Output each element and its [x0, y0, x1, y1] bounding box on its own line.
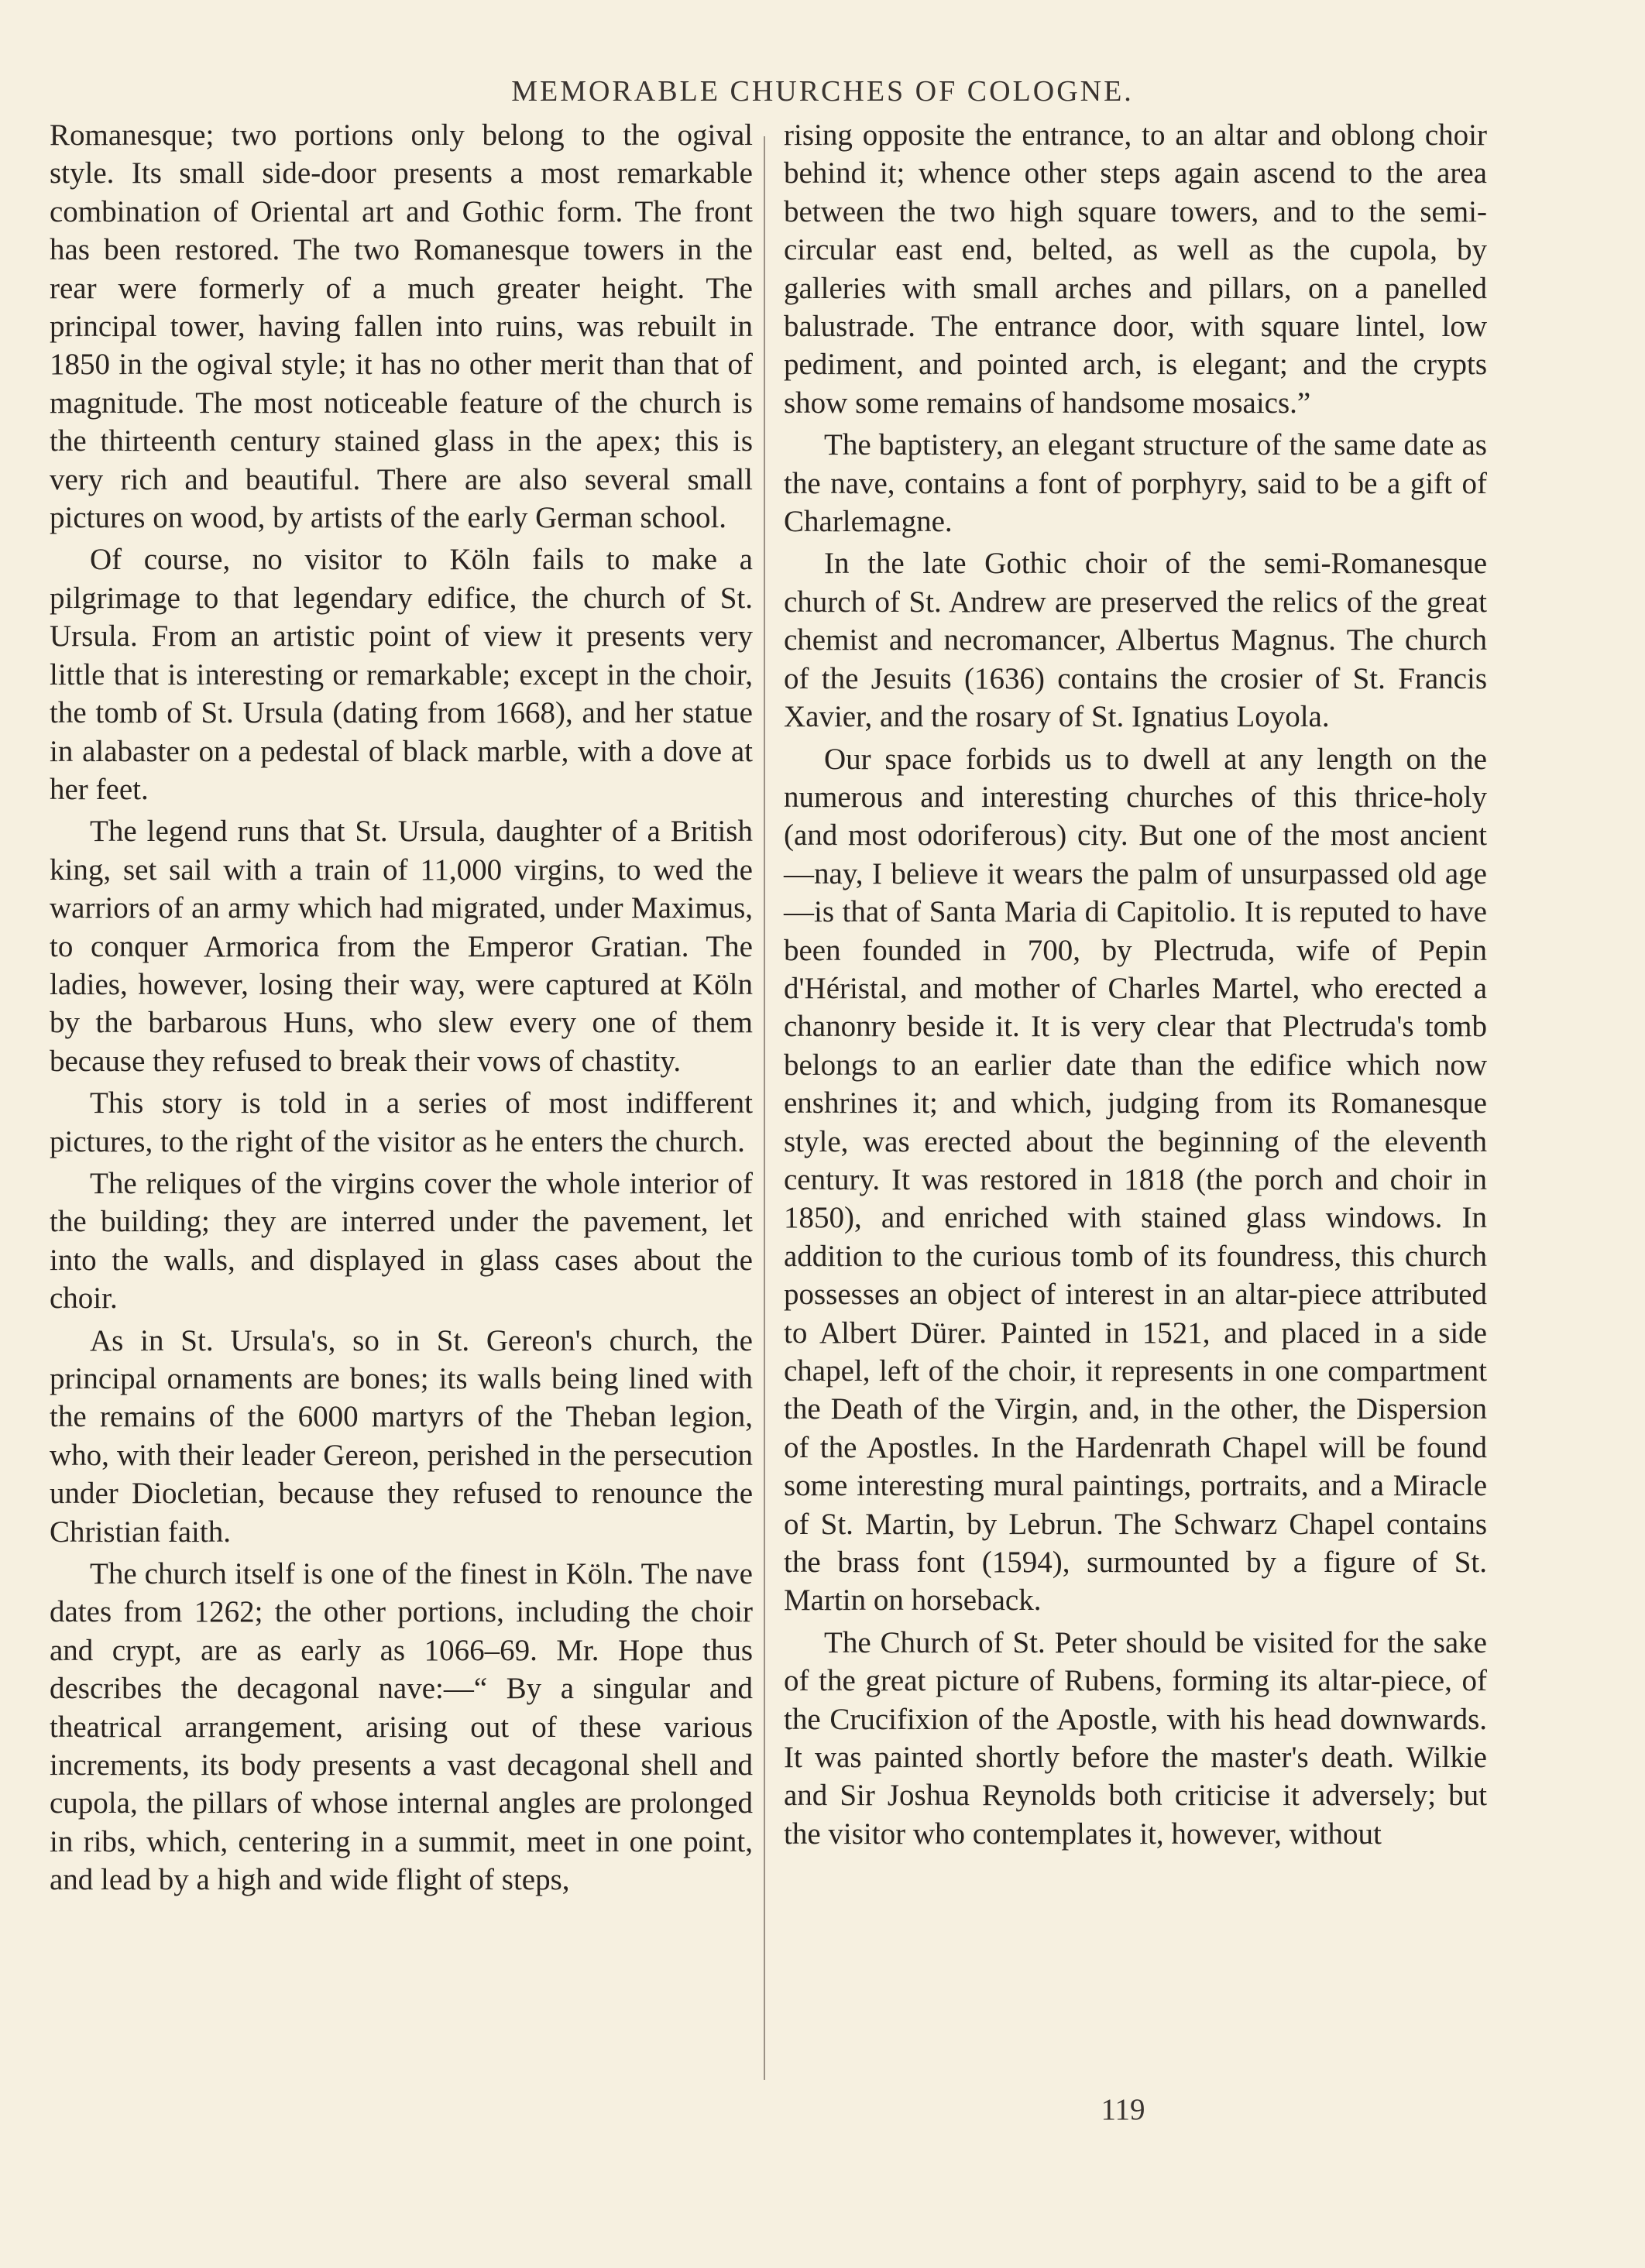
paragraph: As in St. Ursula's, so in St. Gereon's church, the principal ornaments are bones; its walls being lined with the remains of the 6000 martyrs of the Theban legion, who, with their leader Gereon, perished in the persecution under Diocletian, because they refused to renounce the Christian faith.: [50, 1323, 753, 1549]
paragraph: rising opposite the entrance, to an altar and oblong choir behind it; whence other steps again ascend to the area between the two high square towers, and to the semi-circular east end, belted, as well as the cupola, by galleries with small arches and pillars, on a panelled balustrade. The entrance door, with square lintel, low pediment, and pointed arch, is elegant; and the crypts show some remains of handsome mosaics.”: [784, 118, 1487, 420]
left-column: [50, 116, 753, 1899]
page-number: 119: [1101, 2093, 1145, 2126]
running-title: MEMORABLE CHURCHES OF COLOGNE.: [511, 75, 1134, 108]
right-column: [784, 116, 1487, 1853]
paragraph: The reliques of the virgins cover the whole interior of the building; they are interred under the pavement, let into the walls, and displayed in glass cases about the choir.: [50, 1166, 753, 1316]
column-divider: [764, 136, 765, 2080]
paragraph: The church itself is one of the finest in Köln. The nave dates from 1262; the other portions, including the choir and crypt, are as early as 1066–69. Mr. Hope thus describes the decagonal nave:—“ By a singular and theatrical arrangement, arising out of these various increments, its body presents a vast decagonal shell and cupola, the pillars of whose internal angles are prolonged in ribs, which, centering in a summit, meet in one point, and lead by a high and wide flight of steps,: [50, 1557, 753, 1897]
paragraph: The legend runs that St. Ursula, daughter of a British king, set sail with a train of 11,000 virgins, to wed the warriors of an army which had migrated, under Maximus, to conquer Armorica from the Emperor Gratian. The ladies, however, losing their way, were captured at Köln by the barbarous Huns, who slew every one of them because they refused to break their vows of chastity.: [50, 815, 753, 1078]
paragraph: Romanesque; two portions only belong to the ogival style. Its small side-door presents a most remarkable combination of Oriental art and Gothic form. The front has been restored. The two Romanesque towers in the rear were formerly of a much greater height. The principal tower, having fallen into ruins, was rebuilt in 1850 in the ogival style; it has no other merit than that of magnitude. The most noticeable feature of the church is the thirteenth century stained glass in the apex; this is very rich and beautiful. There are also several small pictures on wood, by artists of the early German school.: [50, 118, 753, 535]
paragraph: In the late Gothic choir of the semi-Romanesque church of St. Andrew are preserved the relics of the great chemist and necromancer, Albertus Magnus. The church of the Jesuits (1636) contains the crosier of St. Francis Xavier, and the rosary of St. Ignatius Loyola.: [784, 547, 1487, 734]
paragraph: The Church of St. Peter should be visited for the sake of the great picture of Rubens, forming its altar-piece, of the Crucifixion of the Apostle, with his head downwards. It was painted shortly before the master's death. Wilkie and Sir Joshua Reynolds both criticise it adversely; but the visitor who contemplates it, however, without: [784, 1625, 1487, 1851]
paragraph: Our space forbids us to dwell at any length on the numerous and interesting churches of this thrice-holy (and most odoriferous) city. But one of the most ancient—nay, I believe it wears the palm of unsurpassed old age—is that of Santa Maria di Capitolio. It is reputed to have been founded in 700, by Plectruda, wife of Pepin d'Héristal, and mother of Charles Martel, who erected a chanonry beside it. It is very clear that Plectruda's tomb belongs to an earlier date than the edifice which now enshrines it; and which, judging from its Romanesque style, was erected about the beginning of the eleventh century. It was restored in 1818 (the porch and choir in 1850), and enriched with stained glass windows. In addition to the curious tomb of its foundress, this church possesses an object of interest in an altar-piece attributed to Albert Dürer. Painted in 1521, and placed in a side chapel, left of the choir, it represents in one compartment the Death of the Virgin, and, in the other, the Dispersion of the Apostles. In the Hardenrath Chapel will be found some interesting mural paintings, portraits, and a Miracle of St. Martin, by Lebrun. The Schwarz Chapel contains the brass font (1594), surmounted by a figure of St. Martin on horseback.: [784, 742, 1487, 1618]
paragraph: The baptistery, an elegant structure of the same date as the nave, contains a font of porphyry, said to be a gift of Charlemagne.: [784, 428, 1487, 539]
paragraph: This story is told in a series of most indifferent pictures, to the right of the visitor as he enters the church.: [50, 1086, 753, 1158]
paragraph: Of course, no visitor to Köln fails to make a pilgrimage to that legendary edifice, the church of St. Ursula. From an artistic point of view it presents very little that is interesting or remarkable; except in the choir, the tomb of St. Ursula (dating from 1668), and her statue in alabaster on a pedestal of black marble, with a dove at her feet.: [50, 543, 753, 806]
